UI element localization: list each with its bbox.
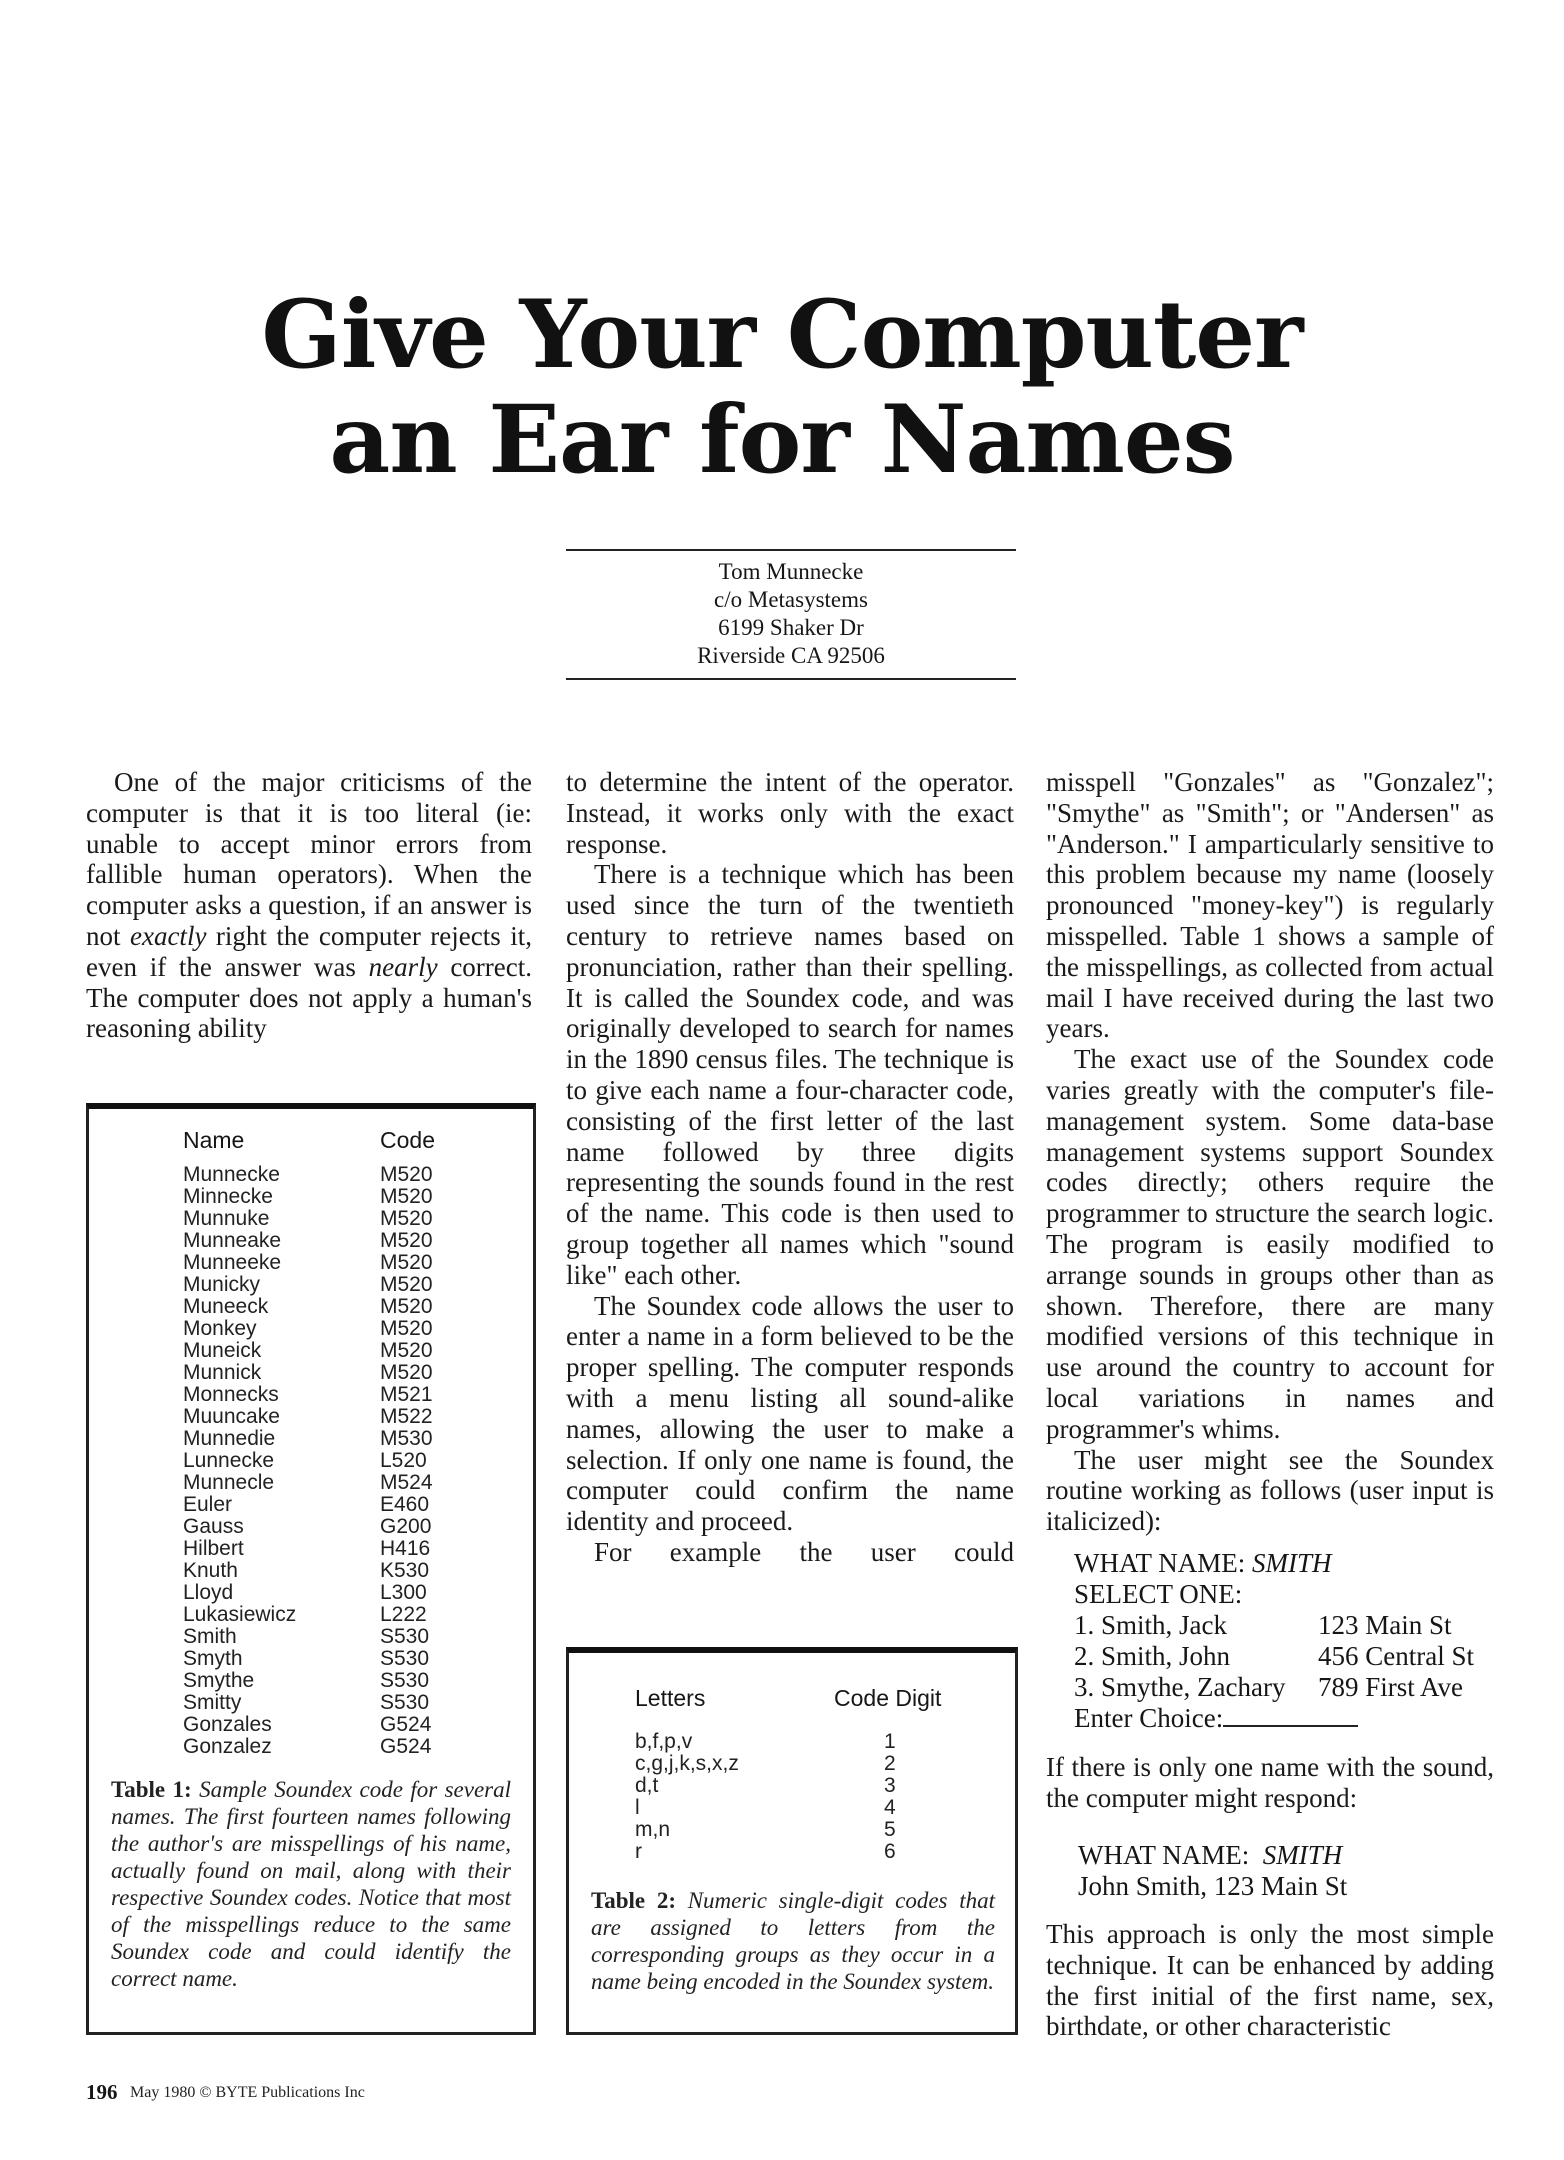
author-block — [566, 558, 1016, 670]
table-1-name-cell: Smythe — [183, 1669, 255, 1692]
example-1 — [1074, 1548, 1514, 1734]
table-1-name-cell: Lukasiewicz — [183, 1603, 297, 1626]
table-2-header-letters: Letters — [635, 1685, 706, 1711]
table-1-code-cell: M530 — [380, 1427, 433, 1450]
table-1-name-cell: Smith — [183, 1625, 237, 1648]
table-2-digit-cell: 2 — [884, 1752, 896, 1775]
example-2-result: John Smith, 123 Main St — [1078, 1871, 1348, 1901]
table-1-code-cell: M524 — [380, 1471, 433, 1494]
table-1-code-cell: G524 — [380, 1713, 432, 1736]
table-1-code-cell: L300 — [380, 1581, 427, 1604]
paragraph: to determine the intent of the operator. Instead, it works only with the exact response. — [566, 767, 1014, 859]
table-1-name-cell: Gauss — [183, 1515, 244, 1538]
table-2-digit-cell: 1 — [884, 1730, 896, 1753]
table-1-header-code: Code — [380, 1127, 435, 1153]
table-2-letters-cell: m,n — [635, 1818, 671, 1841]
table-1-name-cell: Munneeke — [183, 1251, 282, 1274]
table-2-digit-cell: 5 — [884, 1818, 896, 1841]
example-1-option — [1074, 1610, 1514, 1641]
table-1-code-cell: S530 — [380, 1647, 430, 1670]
table-1-code-cell: M520 — [380, 1317, 433, 1340]
author-name: Tom Munnecke — [718, 559, 864, 584]
option-address: 456 Central St — [1318, 1641, 1474, 1671]
table-1-name-cell: Gonzalez — [183, 1735, 272, 1758]
footer-credit: May 1980 © BYTE Publications Inc — [130, 2084, 365, 2101]
table-1-code-cell: G524 — [380, 1735, 432, 1758]
table-1-code-cell: M520 — [380, 1207, 433, 1230]
table-1-name-cell: Monnecks — [183, 1383, 279, 1406]
paragraph: One of the major criticisms of the computer is that it is too literal (ie: unable to accept minor errors from fallible human operators). When the computer asks a question, if an answer is not exactly right the computer rejects it, even if the answer was nearly correct. The computer does not apply a human's reasoning ability — [86, 767, 533, 1044]
table-1-name-cell: Lunnecke — [183, 1449, 275, 1472]
table-1-code-cell: M520 — [380, 1295, 433, 1318]
table-1-code-cell: M521 — [380, 1383, 433, 1406]
table-1-header-name: Name — [183, 1127, 245, 1153]
table-2-letters-cell: l — [635, 1796, 640, 1819]
table-1-name-cell: Lloyd — [183, 1581, 234, 1604]
table-1-name-cell: Euler — [183, 1493, 233, 1516]
author-city: Riverside CA 92506 — [697, 643, 885, 668]
table-2 — [566, 1647, 1018, 2035]
table-1-name-cell: Munneake — [183, 1229, 282, 1252]
example-1-option — [1074, 1641, 1514, 1672]
table-1-name-cell: Smitty — [183, 1691, 242, 1714]
paragraph: misspell "Gonzales" as "Gonzalez"; "Smythe" as "Smith"; or "Andersen" as "Anderson." I amparticularly sensitive to this problem because my name (loosely pronounced "money-key") is regularly misspelled. Table 1 shows a sample of the misspellings, as collected from actual mail I have received during the last two years. — [1046, 767, 1494, 1044]
table-1-name-cell: Minnecke — [183, 1185, 273, 1208]
table-1-name-cell: Smyth — [183, 1647, 243, 1670]
option-name: 1. Smith, Jack — [1074, 1610, 1227, 1640]
table-1-code-cell: M520 — [380, 1251, 433, 1274]
table-1-code-cell: M520 — [380, 1273, 433, 1296]
table-1-name-cell: Muneeck — [183, 1295, 269, 1318]
example-1-prompt: WHAT NAME: SMITH — [1074, 1548, 1332, 1578]
table-2-caption: Table 2: Numeric single-digit codes that are assigned to letters from the corresponding groups as they occur in a name being encoded in the Soundex system. — [591, 1888, 995, 1994]
table-1-code-cell: H416 — [380, 1537, 431, 1560]
table-2-letters-cell: r — [635, 1840, 642, 1863]
table-1-code-cell: E460 — [380, 1493, 430, 1516]
example-1-select: SELECT ONE: — [1074, 1579, 1243, 1609]
table-2-digit-cell: 4 — [884, 1796, 896, 1819]
table-2-digit-cell: 6 — [884, 1840, 896, 1863]
example-2-prompt: WHAT NAME: SMITH — [1078, 1840, 1343, 1870]
table-1-code-cell: M522 — [380, 1405, 433, 1428]
table-1-name-cell: Hilbert — [183, 1537, 244, 1560]
table-1-code-cell: S530 — [380, 1691, 430, 1714]
table-1-name-cell: Knuth — [183, 1559, 238, 1582]
table-1-name-cell: Munnedie — [183, 1427, 276, 1450]
table-1-code-cell: G200 — [380, 1515, 432, 1538]
paragraph: The exact use of the Soundex code varies greatly with the computer's file-management system. Some data-base management systems support Soundex codes directly; others require the programmer to structure the search logic. The program is easily modified to arrange sounds in groups other than as shown. Therefore, there are many modified versions of this technique in use around the country to account for local variations in names and programmer's whims. — [1046, 1044, 1494, 1444]
choice-blank — [1223, 1725, 1358, 1727]
table-1-name-cell: Muneick — [183, 1339, 262, 1362]
table-1-code-cell: M520 — [380, 1229, 433, 1252]
article-title-line1: Give Your Computer — [261, 280, 1303, 390]
option-address: 123 Main St — [1318, 1610, 1452, 1640]
option-name: 3. Smythe, Zachary — [1074, 1672, 1286, 1702]
table-1-code-cell: L222 — [380, 1603, 427, 1626]
table-1-name-cell: Gonzales — [183, 1713, 272, 1736]
table-2-header-code: Code Digit — [834, 1685, 942, 1711]
table-1-code-cell: K530 — [380, 1559, 430, 1582]
paragraph: The user might see the Soundex routine working as follows (user input is italicized): — [1046, 1444, 1494, 1537]
table-2-letters-cell: d,t — [635, 1774, 659, 1797]
column-3-text-continued — [1046, 1752, 1494, 1814]
table-1-caption: Table 1: Sample Soundex code for several names. The first fourteen names following the author's are misspellings of his name, actually found on mail, along with their respective Soundex codes. Notice that most of the misspellings reduce to the same Soundex code and could identify the correct name. — [111, 1777, 511, 1991]
example-1-options — [1074, 1610, 1514, 1703]
column-1-text — [86, 767, 532, 1044]
author-rule-top — [566, 549, 1016, 551]
table-1-code-cell: S530 — [380, 1669, 430, 1692]
paragraph: The Soundex code allows the user to enter a name in a form believed to be the proper spelling. The computer responds with a menu listing all sound-alike names, allowing the user to make a selection. If only one name is found, the computer could confirm the name identity and proceed. — [566, 1290, 1014, 1537]
author-org: c/o Metasystems — [714, 587, 868, 612]
table-1-code-cell: M520 — [380, 1339, 433, 1362]
table-1 — [86, 1103, 536, 2035]
column-3-text — [1046, 767, 1494, 1537]
table-1-name-cell: Munnuke — [183, 1207, 270, 1230]
example-2 — [1078, 1840, 1498, 1902]
table-2-letters-cell: c,g,j,k,s,x,z — [635, 1752, 739, 1775]
paragraph: This approach is only the most simple technique. It can be enhanced by adding the first initial of the first name, sex, birthdate, or other characteristic — [1046, 1919, 1494, 2042]
table-1-name-cell: Muuncake — [183, 1405, 280, 1428]
table-1-name-cell: Munnick — [183, 1361, 262, 1384]
table-1-name-cell: Monkey — [183, 1317, 257, 1340]
page-number: 196 — [86, 2080, 118, 2104]
table-1-name-cell: Munnecke — [183, 1163, 280, 1186]
column-2-text — [566, 767, 1014, 1568]
paragraph: For example the user could — [594, 1536, 1014, 1567]
option-address: 789 First Ave — [1318, 1672, 1464, 1702]
table-1-code-cell: M520 — [380, 1185, 433, 1208]
table-1-code-cell: S530 — [380, 1625, 430, 1648]
table-2-letters-cell: b,f,p,v — [635, 1730, 693, 1753]
paragraph: If there is only one name with the sound, the computer might respond: — [1046, 1752, 1494, 1813]
author-rule-bottom — [566, 678, 1016, 680]
table-1-code-cell: M520 — [380, 1361, 433, 1384]
table-1-name-cell: Munnecle — [183, 1471, 275, 1494]
table-2-digit-cell: 3 — [884, 1774, 896, 1797]
table-1-code-cell: L520 — [380, 1449, 427, 1472]
article-title-line2: an Ear for Names — [329, 385, 1235, 495]
example-1-enter: Enter Choice: — [1074, 1703, 1514, 1734]
table-1-code-cell: M520 — [380, 1163, 433, 1186]
example-1-option — [1074, 1672, 1514, 1703]
paragraph: There is a technique which has been used since the turn of the twentieth century to retrieve names based on pronunciation, rather than their spelling. It is called the Soundex code, and was originally developed to search for names in the 1890 census files. The technique is to give each name a four-character code, consisting of the first letter of the last name followed by three digits representing the sounds found in the rest of the name. This code is then used to group together all names which "sound like" each other. — [566, 859, 1014, 1290]
column-3-text-end — [1046, 1919, 1494, 2042]
table-1-name-cell: Municky — [183, 1273, 261, 1296]
option-name: 2. Smith, John — [1074, 1641, 1231, 1671]
author-street: 6199 Shaker Dr — [718, 615, 864, 640]
